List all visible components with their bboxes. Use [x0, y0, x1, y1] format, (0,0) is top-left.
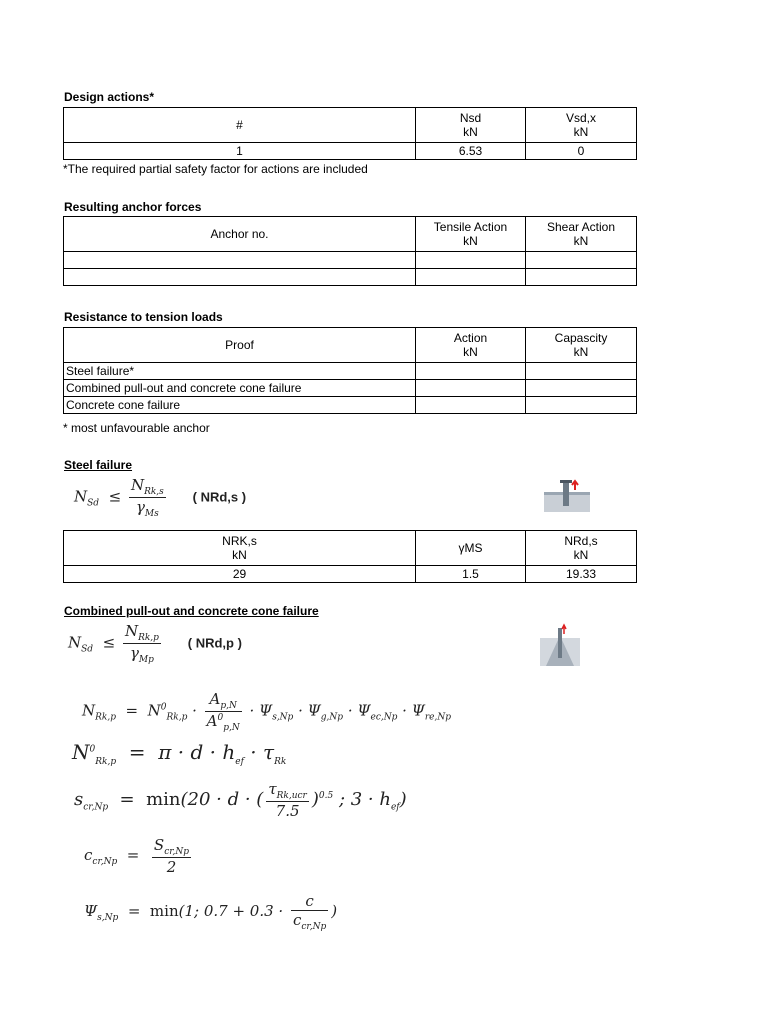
steel-failure-title: Steel failure	[64, 458, 133, 472]
header-cell: Proof	[64, 328, 416, 363]
formula-nrkp: $N_{Rk,p} = N^0_{Rk,p}$ · $\frac{A_{p,N}}{A^0_{p,N}}$ · $\Psi_{s,Np} \cdot \Psi_{g,Np} \cdot \Psi_{ec,Np} \cdot \Psi_{re,Np}$	[82, 690, 452, 733]
header-cell: Nsd kN	[416, 108, 526, 143]
formula-psi-s-np: $\Psi_{s,Np} = \min(1$; 0.7 + 0.3 · $\frac{c}{c_{cr,Np}}$ )	[84, 892, 338, 932]
anchor-forces-title: Resulting anchor forces	[64, 200, 202, 214]
table-cell: Combined pull-out and concrete cone failure	[64, 380, 416, 397]
tension-resistance-footnote: * most unfavourable anchor	[63, 421, 210, 435]
header-cell: Capascity kN	[526, 328, 637, 363]
header-cell: γMS	[416, 531, 526, 566]
table-cell: 6.53	[416, 143, 526, 160]
design-actions-footnote: *The required partial safety factor for actions are included	[63, 162, 368, 176]
header-cell: Shear Action kN	[526, 217, 637, 252]
table-header-row	[64, 108, 637, 143]
combined-failure-formula: $N_{Sd}$ ≤ $\frac{N_{Rk,p}}{\gamma_{Mp}}$ ( NRd,p )	[68, 622, 242, 665]
table-header-row	[64, 531, 637, 566]
table-row	[64, 397, 637, 414]
steel-failure-formula: $N_{Sd}$ ≤ $\frac{N_{Rk,s}}{\gamma_{Ms}}$ ( NRd,s )	[74, 476, 247, 519]
table-cell: 1	[64, 143, 416, 160]
formula-nrkp0: $N^0_{Rk,p} = \pi \cdot d \cdot h_{ef} \cdot \tau_{Rk}$	[72, 740, 287, 767]
tension-resistance-title: Resistance to tension loads	[64, 310, 223, 324]
header-cell: NRK,s kN	[64, 531, 416, 566]
table-cell: 1.5	[416, 566, 526, 583]
table-cell: 19.33	[526, 566, 637, 583]
table-row	[64, 363, 637, 380]
header-cell: Vsd,x kN	[526, 108, 637, 143]
table-row	[64, 143, 637, 160]
tension-resistance-table	[63, 327, 637, 414]
formula-scr-np: $s_{cr,Np} = \min(20 \cdot d$ · ( $\frac{\tau_{Rk,ucr}}{7.5}$ )$^{0.5}$ ; $3 \cdot h_{ef}$)	[74, 780, 407, 820]
table-cell: 29	[64, 566, 416, 583]
anchor-forces-table	[63, 216, 637, 286]
table-cell: Concrete cone failure	[64, 397, 416, 414]
design-actions-title: Design actions*	[64, 90, 155, 104]
header-cell: Action kN	[416, 328, 526, 363]
combined-failure-tag: ( NRd,p )	[187, 635, 242, 651]
design-actions-table	[63, 107, 637, 160]
header-cell: Tensile Action kN	[416, 217, 526, 252]
table-cell: 0	[526, 143, 637, 160]
table-row	[64, 269, 637, 286]
table-row	[64, 380, 637, 397]
table-cell: Steel failure*	[64, 363, 416, 380]
header-cell: NRd,s kN	[526, 531, 637, 566]
steel-failure-table	[63, 530, 637, 583]
combined-failure-title: Combined pull-out and concrete cone failure	[64, 604, 319, 618]
anchor-steel-failure-icon	[542, 474, 592, 514]
header-cell: Anchor no.	[64, 217, 416, 252]
table-row	[64, 252, 637, 269]
steel-failure-tag: ( NRd,s )	[192, 489, 247, 505]
header-cell: #	[64, 108, 416, 143]
anchor-cone-failure-icon	[538, 622, 582, 668]
formula-ccr-np: $c_{cr,Np}$ = $\frac{S_{cr,Np}}{2}$	[84, 836, 190, 876]
table-header-row	[64, 217, 637, 252]
table-header-row	[64, 328, 637, 363]
table-row	[64, 566, 637, 583]
